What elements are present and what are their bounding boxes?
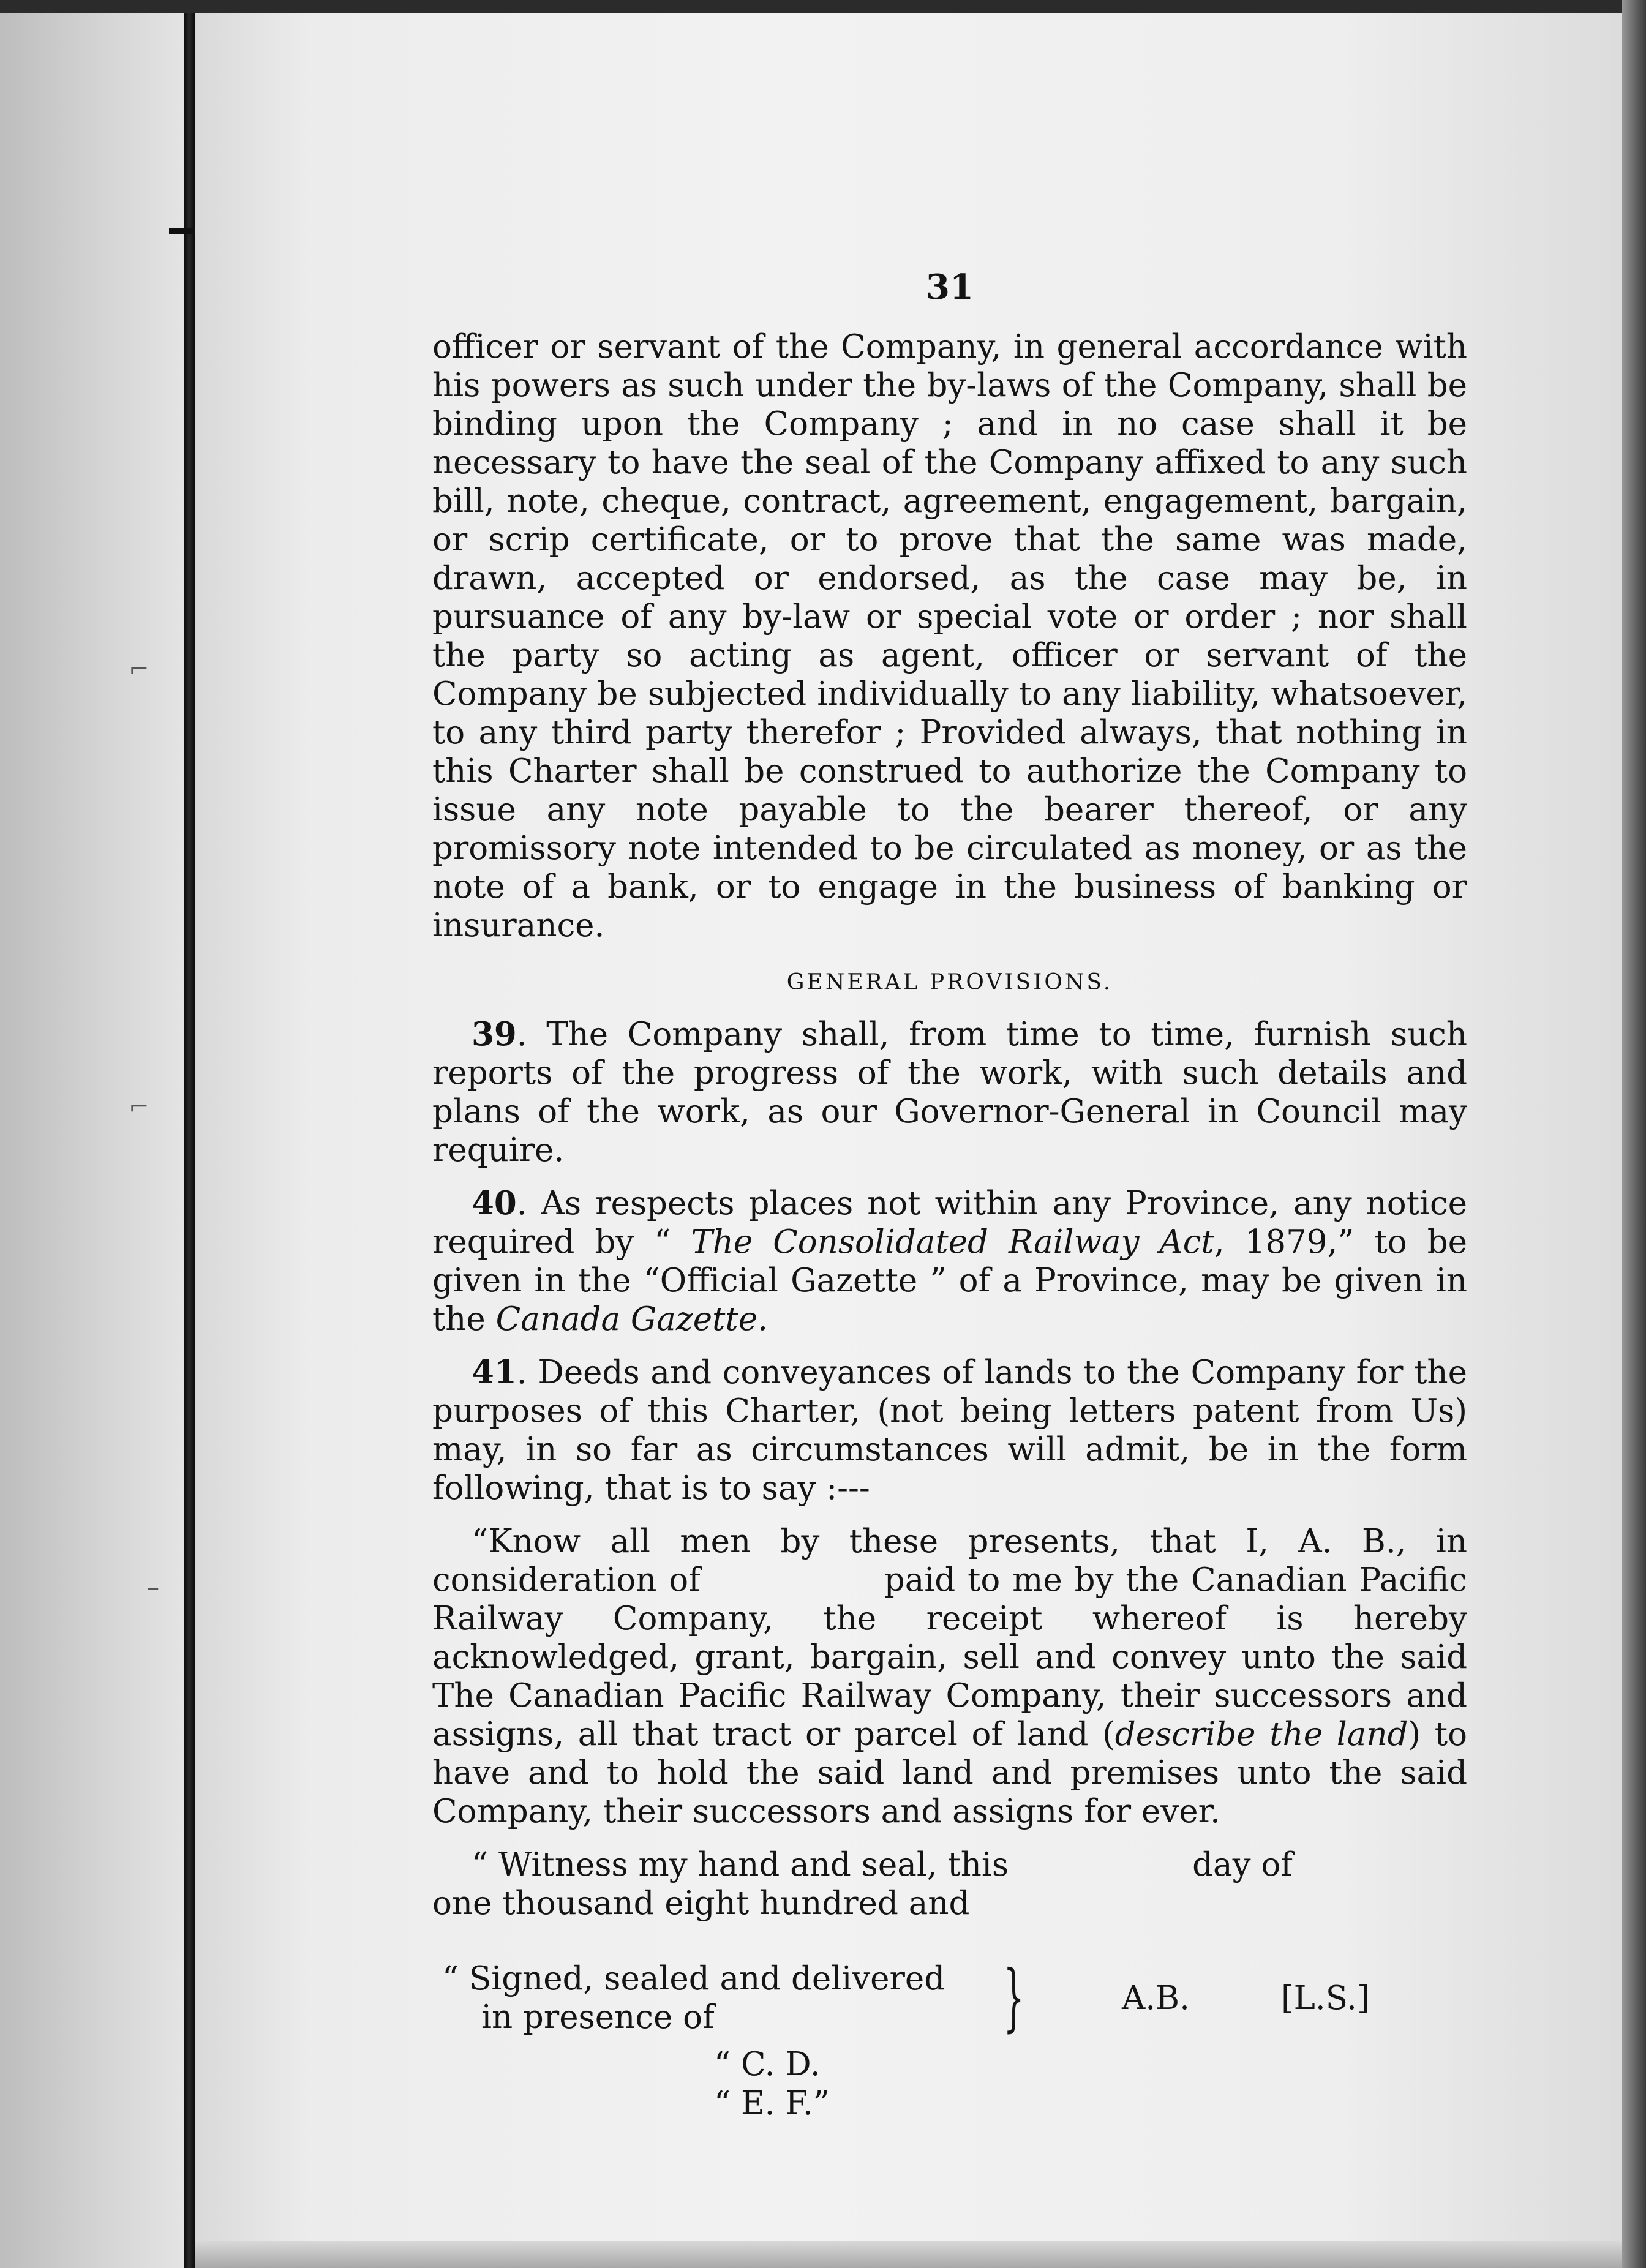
- section-40: [432, 1184, 1467, 1339]
- witness-list: [714, 2045, 1467, 2123]
- signature-block: [442, 1955, 1467, 2040]
- section-number: 41: [472, 1353, 517, 1391]
- witness-text: “ Witness my hand and seal, this: [472, 1846, 1009, 1883]
- deed-text: paid to me by the Canadian Pacific Railway Company, the receipt whereof is hereby acknowledged, grant, bargain, sell and convey unto the said The Canadian Pacific Railway Company, their successors and assigns, all that tract or parcel of land (: [432, 1561, 1467, 1753]
- signature-label: [442, 1959, 993, 2037]
- witness-clause: [432, 1846, 1467, 1923]
- section-text: . As respects places not within any Province, any notice required by “: [432, 1185, 1467, 1261]
- section-text: , 1879,” to be given in the “Official Gazette ” of a Province, may be given in the: [432, 1223, 1467, 1338]
- facing-page: [0, 0, 184, 2268]
- page-content: [432, 268, 1467, 2123]
- act-title: The Consolidated Railway Act: [691, 1223, 1214, 1261]
- deed-form: [432, 1522, 1467, 1831]
- paragraph-continuation: officer or servant of the Company, in general accordance with his powers as such under the by-laws of the Company, shall be binding upon the Company ; and in no case shall it be necessary to have the seal of the Company affixed to any such bill, note, cheque, contract, agreement, engagement, bargain, or scrip certificate, or to prove that the same was made, drawn, accepted or endorsed, as the case may be, in pursuance of any by-law or special vote or order ; nor shall the party so acting as agent, officer or servant of the Company be subjected individually to any liability, whatsoever, to any third party therefor ; Provided always, that nothing in this Charter shall be construed to authorize the Company to issue any note payable to the bearer thereof, or any promissory note intended to be circulated as money, or as the note of a bank, or to engage in the business of banking or insurance.: [432, 328, 1467, 944]
- witness-name: “ C. D.: [714, 2046, 821, 2083]
- margin-mark: ⌐: [129, 1093, 149, 1121]
- seal-mark: [L.S.]: [1281, 1979, 1370, 2017]
- deed-text: ) to have and to hold the said land and premises unto the said Company, their successors and assigns for ever.: [432, 1716, 1467, 1830]
- section-heading: GENERAL PROVISIONS.: [786, 970, 1113, 995]
- witness-name: “ E. F.”: [714, 2085, 830, 2122]
- section-39: [432, 1015, 1467, 1170]
- brace: }: [1003, 1955, 1024, 2040]
- signatory: A.B.: [1122, 1979, 1190, 2017]
- section-41: [432, 1353, 1467, 1508]
- section-number: 39: [472, 1015, 517, 1053]
- witness-text: one thousand eight hundred and: [432, 1885, 970, 1922]
- page-number: 31: [926, 267, 974, 307]
- section-text: . Deeds and conveyances of lands to the Company for the purposes of this Charter, (not being letters patent from Us) may, in so far as circumstances will admit, be in the form following, that is to say :---: [432, 1354, 1467, 1507]
- section-number: 40: [472, 1184, 517, 1222]
- section-text: . The Company shall, from time to time, furnish such reports of the progress of the work, with such details and plans of the work, as our Governor-General in Council may require.: [432, 1016, 1467, 1169]
- bottom-edge: [195, 2241, 1622, 2268]
- gazette-title: Canada Gazette.: [495, 1301, 768, 1338]
- top-edge: [0, 0, 1646, 13]
- signature-line: “ Signed, sealed and delivered: [442, 1960, 945, 1997]
- book-spine: [184, 0, 195, 2268]
- margin-mark: –: [147, 1574, 159, 1602]
- right-edge: [1622, 0, 1646, 2268]
- deed-text: “Know all men by these presents, that I, A. B., in consideration of: [432, 1523, 1467, 1599]
- margin-mark: ⌐: [129, 655, 149, 683]
- describe-land: describe the land: [1114, 1716, 1408, 1753]
- signature-line: in presence of: [481, 1999, 715, 2036]
- witness-text: day of: [1192, 1846, 1293, 1883]
